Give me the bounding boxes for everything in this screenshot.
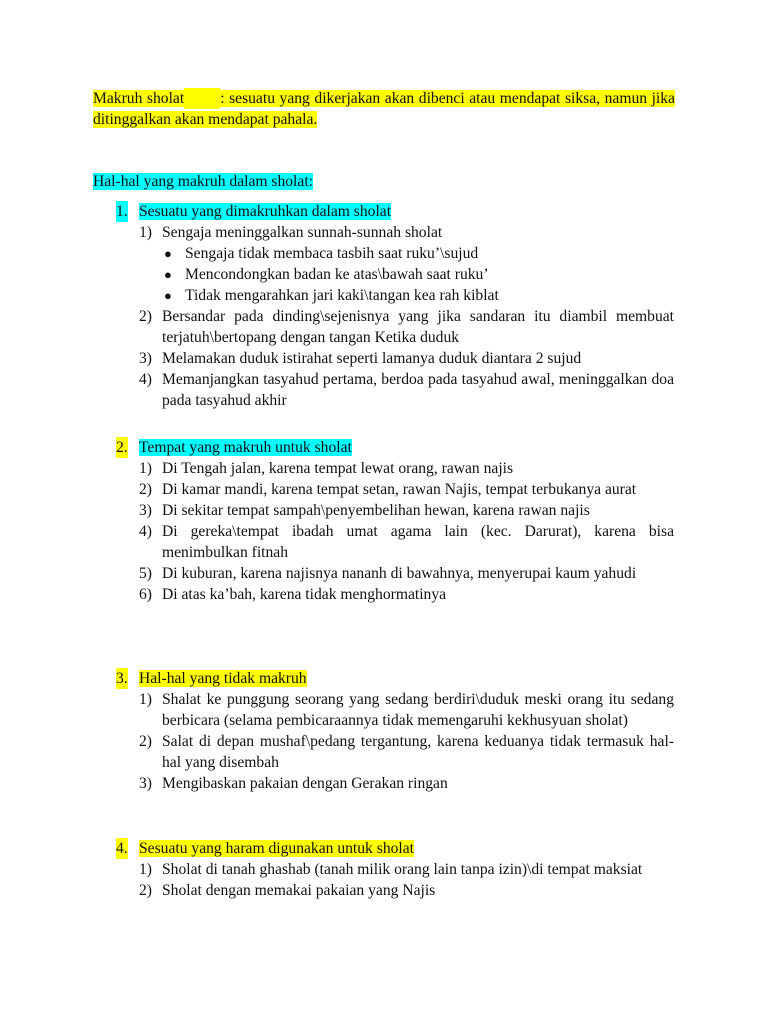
item-text: Sholat dengan memakai pakaian yang Najis xyxy=(162,882,436,899)
list-item xyxy=(116,458,674,479)
item-number: 1) xyxy=(139,691,152,708)
subheading xyxy=(93,171,313,192)
item-number: 6) xyxy=(139,586,152,603)
intro-term: Makruh sholat xyxy=(93,90,185,107)
section-1 xyxy=(116,201,674,411)
section-title xyxy=(116,201,674,222)
section-items xyxy=(116,859,674,901)
item-text: Shalat ke punggung seorang yang sedang berdiri\duduk meski orang itu sedang berbicara (selama pembicaraannya tidak memengaruhi kekhusyuan sholat) xyxy=(162,691,674,729)
item-number: 3) xyxy=(139,350,152,367)
section-title-text: Hal-hal yang tidak makruh xyxy=(139,670,307,687)
item-text: Sholat di tanah ghashab (tanah milik orang lain tanpa izin)\di tempat maksiat xyxy=(162,861,643,878)
item-text: Bersandar pada dinding\sejenisnya yang jika sandaran itu diambil membuat terjatuh\bertopang dengan tangan Ketika duduk xyxy=(162,308,674,346)
bullet-item xyxy=(162,264,674,285)
list-item xyxy=(116,521,674,563)
item-text: Melamakan duduk istirahat seperti lamanya duduk diantara 2 sujud xyxy=(162,350,582,367)
section-title xyxy=(116,437,674,458)
bullet-item xyxy=(162,243,674,264)
section-4 xyxy=(116,838,674,901)
bullet-icon: ● xyxy=(164,288,172,303)
item-number: 2) xyxy=(139,733,152,750)
list-item xyxy=(116,306,674,348)
section-number: 1. xyxy=(116,203,128,220)
section-2 xyxy=(116,437,674,605)
section-title-text: Sesuatu yang haram digunakan untuk sholat xyxy=(139,840,414,857)
section-number: 2. xyxy=(116,439,128,456)
section-items xyxy=(116,689,674,794)
item-number: 1) xyxy=(139,861,152,878)
section-items xyxy=(116,458,674,605)
bullet-text: Sengaja tidak membaca tasbih saat ruku’\sujud xyxy=(185,245,479,262)
list-item xyxy=(116,859,674,880)
item-text: Di kuburan, karena najisnya nananh di bawahnya, menyerupai kaum yahudi xyxy=(162,565,637,582)
item-text: Di kamar mandi, karena tempat setan, rawan Najis, tempat terbukanya aurat xyxy=(162,481,637,498)
intro-definition: : sesuatu yang dikerjakan akan dibenci atau mendapat siksa, namun jika ditinggalkan akan mendapat pahala. xyxy=(93,90,675,128)
item-text: Mengibaskan pakaian dengan Gerakan ringan xyxy=(162,775,448,792)
bullet-item xyxy=(162,285,674,306)
section-title xyxy=(116,838,674,859)
list-item xyxy=(116,689,674,731)
list-item xyxy=(116,348,674,369)
item-text: Di gereka\tempat ibadah umat agama lain (kec. Darurat), karena bisa menimbulkan fitnah xyxy=(162,523,674,561)
bullet-icon: ● xyxy=(164,246,172,261)
item-number: 5) xyxy=(139,565,152,582)
section-items xyxy=(116,222,674,411)
list-item xyxy=(116,479,674,500)
section-title xyxy=(116,668,674,689)
bullet-text: Mencondongkan badan ke atas\bawah saat ruku’ xyxy=(185,266,489,283)
item-number: 2) xyxy=(139,308,152,325)
section-number: 4. xyxy=(116,840,128,857)
item-text: Di atas ka’bah, karena tidak menghormatinya xyxy=(162,586,447,603)
item-number: 2) xyxy=(139,481,152,498)
item-text: Sengaja meninggalkan sunnah-sunnah sholat xyxy=(162,224,443,241)
item-number: 3) xyxy=(139,502,152,519)
item-text: Memanjangkan tasyahud pertama, berdoa pada tasyahud awal, meninggalkan doa pada tasyahud akhir xyxy=(162,371,674,409)
subheading-text: Hal-hal yang makruh dalam sholat: xyxy=(93,173,313,190)
section-title-text: Tempat yang makruh untuk sholat xyxy=(139,439,352,456)
list-item xyxy=(116,563,674,584)
list-item xyxy=(116,731,674,773)
item-number: 1) xyxy=(139,460,152,477)
bullet-text: Tidak mengarahkan jari kaki\tangan kea rah kiblat xyxy=(185,287,499,304)
list-item xyxy=(116,773,674,794)
list-item xyxy=(116,222,674,306)
intro-gap xyxy=(184,88,220,109)
item-text: Di sekitar tempat sampah\penyembelihan hewan, karena rawan najis xyxy=(162,502,590,519)
item-number: 1) xyxy=(139,224,152,241)
section-number: 3. xyxy=(116,670,128,687)
item-number: 3) xyxy=(139,775,152,792)
item-text: Salat di depan mushaf\pedang tergantung, karena keduanya tidak termasuk hal-hal yang disembah xyxy=(162,733,674,771)
list-item xyxy=(116,880,674,901)
bullet-list xyxy=(162,243,674,306)
item-number: 2) xyxy=(139,882,152,899)
item-number: 4) xyxy=(139,371,152,388)
intro-paragraph xyxy=(93,88,675,130)
item-text: Di Tengah jalan, karena tempat lewat orang, rawan najis xyxy=(162,460,514,477)
section-title-text: Sesuatu yang dimakruhkan dalam sholat xyxy=(139,203,392,220)
list-item xyxy=(116,369,674,411)
item-number: 4) xyxy=(139,523,152,540)
list-item xyxy=(116,500,674,521)
list-item xyxy=(116,584,674,605)
bullet-icon: ● xyxy=(164,267,172,282)
section-3 xyxy=(116,668,674,794)
